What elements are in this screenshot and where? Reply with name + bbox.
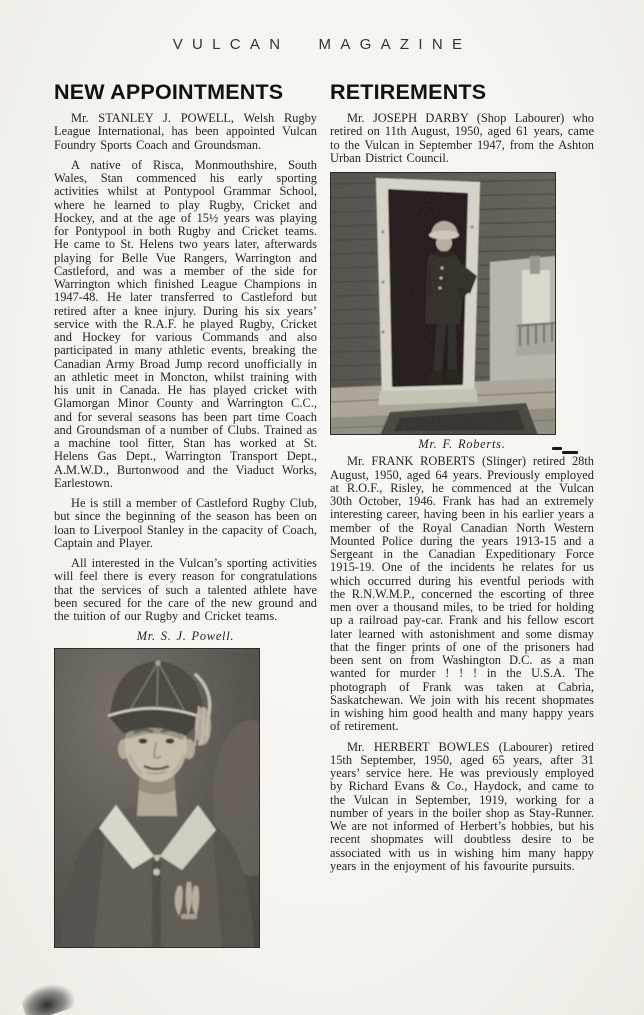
section-heading-new-appointments: NEW APPOINTMENTS: [54, 80, 284, 104]
article-paragraph: All interested in the Vulcan’s sporting activities will feel there is every reason for congratulations that the services of such a talented athlete have been secured for the care of the new ground and the tuition of our Rugby and Cricket teams.: [54, 556, 317, 623]
photo-powell: [54, 648, 260, 948]
photo-caption-powell: Mr. S. J. Powell.: [136, 629, 235, 644]
roberts-photo-illustration: [330, 172, 556, 435]
photo-roberts: [330, 172, 556, 435]
powell-photo-illustration: [54, 648, 260, 948]
ink-smudge-artifact: [552, 447, 580, 455]
masthead: [0, 36, 644, 53]
section-heading-retirements: RETIREMENTS: [330, 80, 487, 104]
masthead-title: VULCAN MAGAZINE: [172, 36, 472, 53]
left-column: [54, 80, 317, 948]
right-column: [330, 80, 594, 880]
article-paragraph: Mr. FRANK ROBERTS (Slinger) retired 28th August, 1950, aged 64 years. Previously employed at R.O.F., Risley, he commenced at the Vulcan 30th October, 1946. Frank has had an extremely interesting career, having been in his earlier years a member of the Royal Canadian North Western Mounted Police during the years 1913-15 and a Sergeant in the Canadian Expeditionary Force 1915-19. One of the incidents he relates for us which occurred during his eventful periods with the R.N.W.M.P., concerned the escorting of three men over a thousand miles, to be tried for holding up a railroad pay-car. Frank and his fellow escort later learned with astonishment and some dismay that the finger prints of one of the prisoners had been sent on from Washington D.C. as a man wanted for murder ! ! ! in the U.S.A. The photograph of Frank was taken at Cabria, Saskatchewan. We join with his recent shopmates in wishing him good health and many happy years of retirement.: [330, 454, 594, 734]
article-paragraph: Mr. JOSEPH DARBY (Shop Labourer) who retired on 11th August, 1950, aged 61 years, came to the Vulcan in September 1947, from the Ashton Urban District Council.: [330, 111, 594, 165]
article-paragraph: Mr. STANLEY J. POWELL, Welsh Rugby League International, has been appointed Vulcan Foundry Sports Coach and Groundsman.: [54, 111, 317, 152]
photo-caption-roberts: Mr. F. Roberts.: [418, 437, 506, 451]
article-paragraph: He is still a member of Castleford Rugby Club, but since the beginning of the season has been on loan to Liverpool Stanley in the capacity of Coach, Captain and Player.: [54, 496, 317, 550]
scan-corner-artifact: [19, 978, 78, 1015]
article-paragraph: A native of Risca, Monmouthshire, South Wales, Stan commenced his early sporting activities whilst at Pontypool Grammar School, where he learned to play Rugby, Cricket and Hockey, and at the age of 15½ years was playing for Pontypool in both Rugby and Cricket teams. He came to St. Helens two years later, afterwards playing for Belle Vue Rangers, Warrington and Castleford, and was a member of the side for Warrington which finished League Champions in 1947-48. He later transferred to Castleford but retired after a knee injury. During his six years’ service with the R.A.F. he played Rugby, Cricket and Hockey for various Commands and also participated in many athletic events, breaking the Canadian Army Broad Jump record unofficially in an athletic meet in Moncton, whilst training with his unit in Canada. He has played cricket with Glamorgan Minor County and Warrington C.C., and for several seasons has been part time Coach and Groundsman of a number of Clubs. Trained as a machine tool fitter, Stan has worked at St. Helens Gas Dept., Warrington Transport Dept., A.M.W.D., Burtonwood and the Viaduct Works, Earlestown.: [54, 157, 317, 490]
article-paragraph: Mr. HERBERT BOWLES (Labourer) retired 15th September, 1950, aged 65 years, after 31 years’ service here. He was previously employed by Richard Evans & Co., Haydock, and came to the Vulcan in September, 1919, working for a number of years in the boiler shop as Stay-Runner. We are not informed of Herbert’s hobbies, but his recent shopmates will doubtless desire to be associated with us in wishing him many happy years in the enjoyment of his favourite pursuits.: [330, 739, 594, 873]
